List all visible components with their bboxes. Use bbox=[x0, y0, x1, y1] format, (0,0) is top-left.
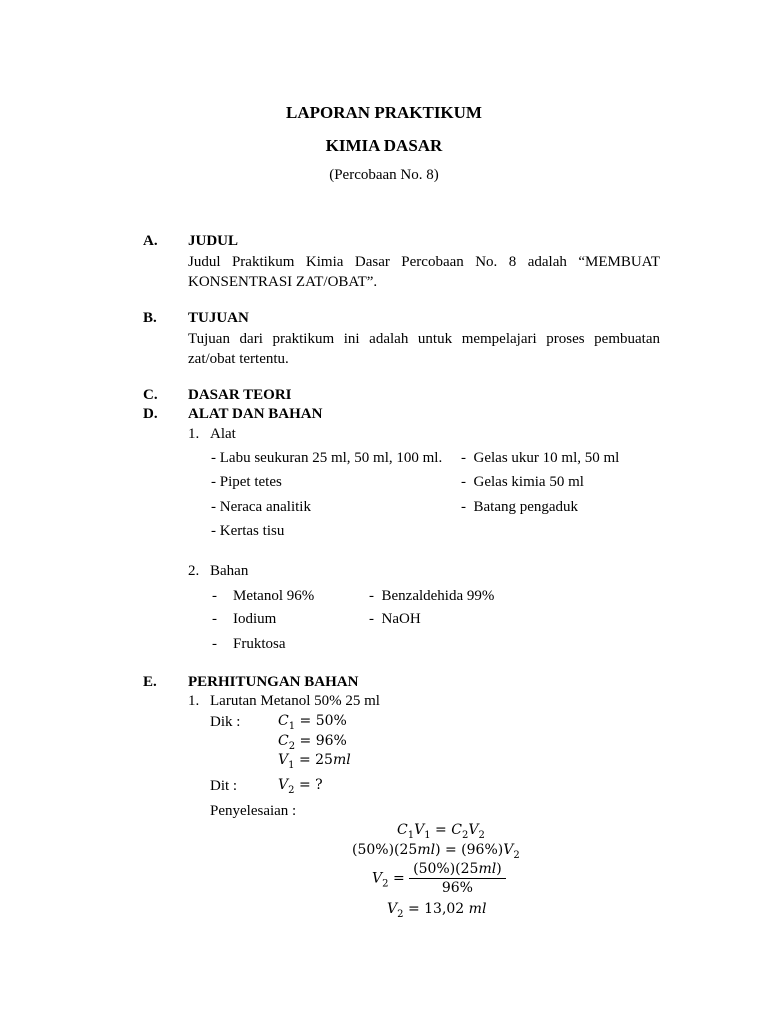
alat-right-item: - Gelas ukur 10 ml, 50 ml bbox=[461, 450, 620, 466]
equation-line-3: $V_2$ = $\frac{(50\%)(25ml)}{96\%}$ bbox=[372, 861, 506, 896]
fraction bbox=[409, 861, 506, 896]
section-a-letter: A. bbox=[143, 233, 158, 249]
equation-line-2: $(50\%)(25ml) = (96\%)V_2$ bbox=[352, 842, 520, 861]
section-c-heading: DASAR TEORI bbox=[188, 387, 292, 403]
dit-label: Dit : bbox=[210, 778, 238, 794]
section-c-letter: C. bbox=[143, 387, 158, 403]
calc-item-number: 1. bbox=[188, 693, 200, 709]
alat-right-item: - Gelas kimia 50 ml bbox=[461, 474, 584, 490]
section-e-letter: E. bbox=[143, 674, 157, 690]
alat-right-item-text: Batang pengaduk bbox=[473, 499, 579, 515]
section-b-heading: TUJUAN bbox=[188, 310, 249, 326]
alat-right-item: - Batang pengaduk bbox=[461, 499, 579, 515]
dik-v1: $V_1 = 25ml$ bbox=[278, 752, 351, 771]
dik-c1: $C_1 = 50\%$ bbox=[278, 713, 347, 732]
alat-left-item-text: Labu seukuran 25 ml, 50 ml, 100 ml. bbox=[219, 450, 443, 466]
fraction-denominator: 96% bbox=[441, 880, 473, 896]
alat-number: 1. bbox=[188, 426, 200, 442]
alat-left-item-text: Neraca analitik bbox=[219, 499, 311, 515]
bahan-right-item-text: Benzaldehida 99% bbox=[381, 588, 495, 604]
fraction-numerator: (50%)(25ml) bbox=[409, 861, 506, 879]
section-d-letter: D. bbox=[143, 406, 158, 422]
bahan-number: 2. bbox=[188, 563, 200, 579]
alat-left-item: - Kertas tisu bbox=[211, 523, 285, 539]
section-b-body: Tujuan dari praktikum ini adalah untuk mempelajari proses pembuatan zat/obat tertentu. bbox=[188, 331, 660, 367]
bahan-left-dash: - bbox=[212, 588, 217, 604]
alat-label: Alat bbox=[210, 426, 236, 442]
section-e-heading: PERHITUNGAN BAHAN bbox=[188, 674, 359, 690]
report-subject: KIMIA DASAR bbox=[325, 136, 443, 155]
alat-left-item-text: Kertas tisu bbox=[219, 523, 285, 539]
alat-right-item-text: Gelas ukur 10 ml, 50 ml bbox=[473, 450, 620, 466]
alat-left-item: - Labu seukuran 25 ml, 50 ml, 100 ml. bbox=[211, 450, 443, 466]
alat-left-item: - Neraca analitik bbox=[211, 499, 311, 515]
bahan-right-item: - Benzaldehida 99% bbox=[369, 588, 495, 604]
bahan-label: Bahan bbox=[210, 563, 249, 579]
alat-left-item-text: Pipet tetes bbox=[219, 474, 282, 490]
penyelesaian-label: Penyelesaian : bbox=[210, 803, 297, 819]
bahan-left-dash: - bbox=[212, 636, 217, 652]
dik-label: Dik : bbox=[210, 714, 241, 730]
dik-c2: $C_2 = 96\%$ bbox=[278, 733, 347, 752]
calc-item-label: Larutan Metanol 50% 25 ml bbox=[210, 693, 380, 709]
experiment-number: (Percobaan No. 8) bbox=[329, 167, 439, 183]
bahan-left-dash: - bbox=[212, 611, 217, 627]
equation-line-4: $V_2 = 13,02$ ml bbox=[387, 901, 487, 920]
section-a-heading: JUDUL bbox=[188, 233, 239, 249]
bahan-left-item: Iodium bbox=[233, 611, 277, 627]
alat-left-item: - Pipet tetes bbox=[211, 474, 282, 490]
alat-right-item-text: Gelas kimia 50 ml bbox=[473, 474, 584, 490]
bahan-left-item: Metanol 96% bbox=[233, 588, 315, 604]
dit-v2: $V_2$ = ? bbox=[278, 777, 323, 796]
section-a-body: Judul Praktikum Kimia Dasar Percobaan No. 8 adalah “MEMBUAT KONSENTRASI ZAT/OBAT”. bbox=[188, 254, 660, 290]
equation-line-1: $C_1V_1 = C_2V_2$ bbox=[397, 822, 485, 841]
section-b-letter: B. bbox=[143, 310, 157, 326]
bahan-right-item-text: NaOH bbox=[381, 611, 421, 627]
section-d-heading: ALAT DAN BAHAN bbox=[188, 406, 323, 422]
bahan-right-item: - NaOH bbox=[369, 611, 421, 627]
bahan-left-item: Fruktosa bbox=[233, 636, 286, 652]
report-title: LAPORAN PRAKTIKUM bbox=[286, 103, 482, 122]
